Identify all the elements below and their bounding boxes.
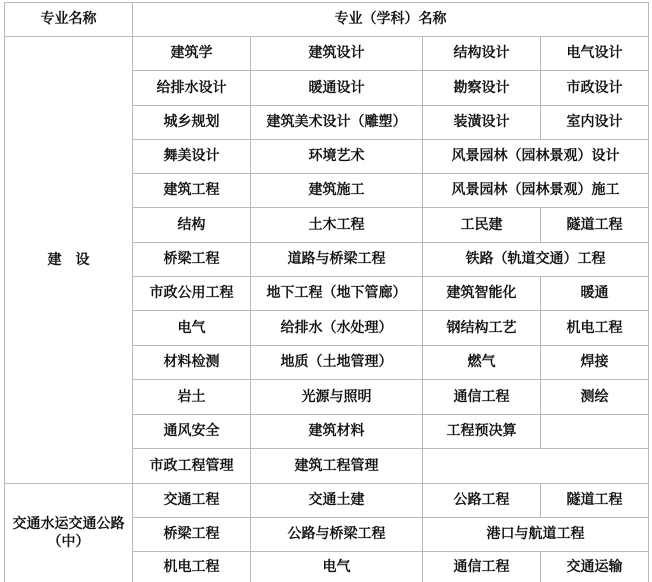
major-cell: 钢结构工艺 — [423, 311, 541, 346]
major-cell: 隧道工程 — [541, 484, 649, 518]
major-cell: 地质（土地管理） — [251, 346, 423, 380]
major-cell: 铁路（轨道交通）工程 — [423, 243, 649, 277]
major-cell: 电气设计 — [541, 37, 649, 71]
header-majors: 专业（学科）名称 — [133, 3, 649, 37]
majors-table — [4, 2, 649, 582]
major-cell: 建筑智能化 — [423, 277, 541, 311]
major-cell: 桥梁工程 — [133, 243, 251, 277]
major-cell: 土木工程 — [251, 208, 423, 243]
major-cell: 交通工程 — [133, 484, 251, 518]
major-cell: 测绘 — [541, 380, 649, 415]
major-cell: 桥梁工程 — [133, 518, 251, 552]
major-cell: 装潢设计 — [423, 106, 541, 140]
major-cell: 室内设计 — [541, 106, 649, 140]
header-row — [5, 3, 649, 37]
major-cell: 焊接 — [541, 346, 649, 380]
table-row — [5, 484, 649, 518]
major-cell: 公路工程 — [423, 484, 541, 518]
major-cell: 交通运输 — [541, 552, 649, 582]
major-cell: 光源与照明 — [251, 380, 423, 415]
major-cell: 给排水（水处理） — [251, 311, 423, 346]
major-cell: 风景园林（园林景观）施工 — [423, 174, 649, 208]
major-cell: 机电工程 — [541, 311, 649, 346]
major-cell: 岩土 — [133, 380, 251, 415]
major-cell: 燃气 — [423, 346, 541, 380]
major-cell: 通风安全 — [133, 415, 251, 449]
category-construction: 建 设 — [5, 37, 133, 484]
major-cell: 公路与桥梁工程 — [251, 518, 423, 552]
major-cell: 市政公用工程 — [133, 277, 251, 311]
table-row — [5, 37, 649, 71]
category-transport: 交通水运交通公路（中） — [5, 484, 133, 582]
major-cell: 工民建 — [423, 208, 541, 243]
major-cell: 城乡规划 — [133, 106, 251, 140]
major-cell: 暖通 — [541, 277, 649, 311]
major-cell: 通信工程 — [423, 552, 541, 582]
major-cell: 隧道工程 — [541, 208, 649, 243]
major-cell: 交通土建 — [251, 484, 423, 518]
major-cell: 环境艺术 — [251, 140, 423, 174]
major-cell: 电气 — [133, 311, 251, 346]
major-cell: 市政工程管理 — [133, 449, 251, 484]
major-cell: 结构 — [133, 208, 251, 243]
major-cell: 工程预决算 — [423, 415, 541, 449]
major-cell: 建筑工程管理 — [251, 449, 423, 484]
major-cell: 建筑美术设计（雕塑） — [251, 106, 423, 140]
major-cell: 舞美设计 — [133, 140, 251, 174]
major-cell — [423, 449, 649, 484]
major-cell: 道路与桥梁工程 — [251, 243, 423, 277]
major-cell: 通信工程 — [423, 380, 541, 415]
major-cell: 机电工程 — [133, 552, 251, 582]
major-cell: 电气 — [251, 552, 423, 582]
major-cell: 建筑施工 — [251, 174, 423, 208]
header-category: 专业名称 — [5, 3, 133, 37]
major-cell: 暖通设计 — [251, 71, 423, 106]
major-cell: 市政设计 — [541, 71, 649, 106]
major-cell: 风景园林（园林景观）设计 — [423, 140, 649, 174]
major-cell: 结构设计 — [423, 37, 541, 71]
major-cell: 地下工程（地下管廊） — [251, 277, 423, 311]
major-cell: 给排水设计 — [133, 71, 251, 106]
major-cell: 材料检测 — [133, 346, 251, 380]
major-cell: 建筑工程 — [133, 174, 251, 208]
major-cell: 建筑学 — [133, 37, 251, 71]
major-cell — [541, 415, 649, 449]
major-cell: 港口与航道工程 — [423, 518, 649, 552]
major-cell: 建筑材料 — [251, 415, 423, 449]
major-cell: 勘察设计 — [423, 71, 541, 106]
major-cell: 建筑设计 — [251, 37, 423, 71]
